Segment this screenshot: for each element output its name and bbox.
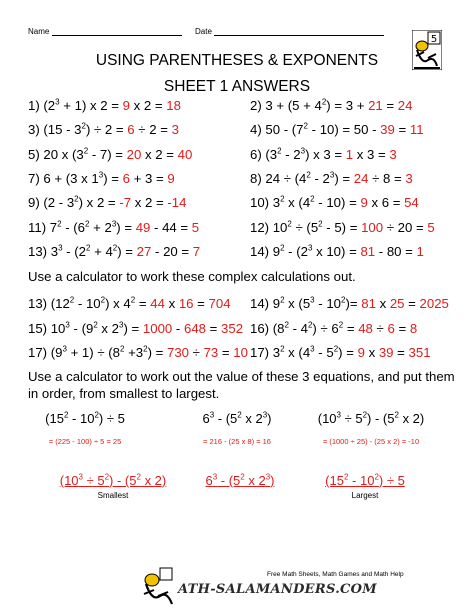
complex-problem-1: 13) $(12^2 - 10^2)$ x $4^2 = 44$ x 16 = 704	[28, 295, 231, 311]
answer-result: 1	[416, 243, 424, 259]
answer-result: 54	[404, 195, 419, 211]
problem-12: 12) $10^2 \div (5^2 - 5) = 100 \div 20 = 5$	[250, 219, 435, 235]
equation-working-2: = 216 - (25 x 8) = 16	[203, 437, 271, 446]
problem-6: 6) $(3^2 - 2^3)$ x 3 = 1 x 3 = 3	[250, 146, 397, 162]
name-label: Name	[28, 27, 50, 36]
answer-step: 20	[126, 146, 142, 162]
ordered-caption-3: Largest	[351, 491, 379, 500]
problem-10: 10) $3^2$ x $(4^2 - 10) = 9$ x 6 = 54	[250, 194, 419, 211]
answer-result: -14	[167, 195, 187, 211]
logo-number: 5	[430, 34, 438, 45]
answer-step: 27	[136, 243, 152, 259]
problem-5: 5) 20 x $(3^2 - 7) = 20$ x 2 = 40	[28, 146, 193, 162]
problem-3: 3) $(15 - 3^2) \div 2 = 6 \div 2 = 3$	[28, 121, 179, 138]
problem-14: 14) $9^2 - (2^3$ x 10) = 81 - 80 = 1	[250, 243, 424, 259]
name-line	[52, 35, 182, 36]
answer-step: -7	[119, 195, 132, 211]
answer-result: 9	[167, 170, 175, 186]
complex-problem-3: 15) $10^3 - (9^2$ x $2^3) = 1000 - 648 = 352$	[28, 320, 244, 336]
answer-step: 81	[360, 243, 376, 259]
answer-step: 6	[127, 122, 135, 138]
answer-step: 21	[368, 98, 383, 113]
footer-tagline: Free Math Sheets, Math Games and Math Help	[267, 571, 404, 578]
problem-1: 1) $(2^3 + 1)$ x 2 = 9 x 2 = 18	[28, 97, 181, 113]
problem-2: 2) $3 + (5 + 4^2) = 3 + 21 = 24$	[250, 97, 413, 113]
answer-result: 7	[192, 243, 201, 259]
answer-result: 3	[171, 122, 179, 138]
answer-step: 1	[345, 146, 354, 162]
answer-result: 5	[191, 219, 200, 235]
answer-result: 3	[405, 170, 413, 186]
instruction-1: Use a calculator to work these complex calculations out.	[28, 269, 356, 284]
answer-step: 24	[353, 170, 369, 186]
answer-result: 5	[427, 219, 435, 235]
equation-1: $(15^2 - 10^2) \div 5$	[45, 410, 125, 426]
problem-9: 9) $(2 - 3^2)$ x 2 = -7 x 2 = -14	[28, 194, 187, 211]
answer-result: 3	[389, 146, 397, 162]
equation-working-1: = (225 - 100) ÷ 5 = 25	[48, 437, 122, 446]
complex-problem-4: 16) $(8^2 - 4^2) \div 6^2 = 48 \div 6 = 8$	[250, 320, 418, 336]
footer-salamander-icon	[140, 566, 176, 608]
problem-13: 13) $3^3 - (2^2 + 4^2) = 27 - 20 = 7$	[28, 243, 201, 259]
title-line-1: USING PARENTHESES & EXPONENTS	[95, 52, 379, 69]
date-label: Date	[195, 27, 212, 36]
answer-result: 40	[177, 146, 193, 162]
equation-3: $(10^3 \div 5^2) - (5^2$ x 2)	[317, 410, 425, 426]
problem-11: 11) $7^2 - (6^2 + 2^3) = 49 - 44 = 5$	[28, 219, 200, 235]
problem-7: 7) 6 + (3 x $1^3) = 6 + 3 = 9$	[28, 170, 175, 186]
problem-4: 4) $50 - (7^2 - 10) = 50 - 39 = 11$	[250, 121, 424, 138]
equation-2: $6^3 - (5^2$ x $2^3$)	[202, 410, 272, 426]
complex-problem-2: 14) $9^2$ x $(5^3 - 10^2)= 81$ x 25 = 2025	[250, 295, 449, 311]
complex-problem-5: 17) $(9^3 + 1) \div (8^2 +3^2) = 730 \div 73 = 10$	[28, 344, 248, 360]
answer-result: 18	[166, 98, 181, 113]
ordered-caption-1: Smallest	[97, 491, 129, 500]
title-line-2: SHEET 1 ANSWERS	[163, 78, 311, 95]
instruction-2-line-2: in order, from smallest to largest.	[28, 386, 220, 401]
footer-brand: ATH-SALAMANDERS.COM	[178, 582, 377, 597]
date-line	[214, 35, 384, 36]
ordered-equation-1: $(10^3 \div 5^2) - (5^2$ x 2)	[59, 472, 167, 488]
answer-step: 9	[122, 98, 130, 113]
equation-working-3: = (1000 ÷ 25) - (25 x 2) = -10	[322, 437, 420, 446]
instruction-2-line-1: Use a calculator to work out the value of these 3 equations, and put them	[28, 369, 455, 384]
answer-step: 100	[361, 219, 384, 235]
ordered-equation-2: $6^3 - (5^2$ x $2^3$)	[205, 472, 275, 488]
answer-step: 39	[380, 122, 395, 138]
ordered-equation-3: $(15^2 - 10^2) \div 5$	[325, 472, 405, 488]
answer-step: 6	[122, 170, 130, 186]
answer-step: 9	[360, 195, 368, 211]
answer-step: 49	[135, 219, 151, 235]
complex-problem-6: 17) $3^2$ x $(4^3 - 5^2) = 9$ x 39 = 351	[250, 344, 431, 360]
answer-result: 24	[397, 98, 413, 113]
problem-8: 8) $24 \div (4^2 - 2^3) = 24 \div 8 = 3$	[250, 170, 413, 186]
answer-result: 11	[409, 122, 424, 138]
